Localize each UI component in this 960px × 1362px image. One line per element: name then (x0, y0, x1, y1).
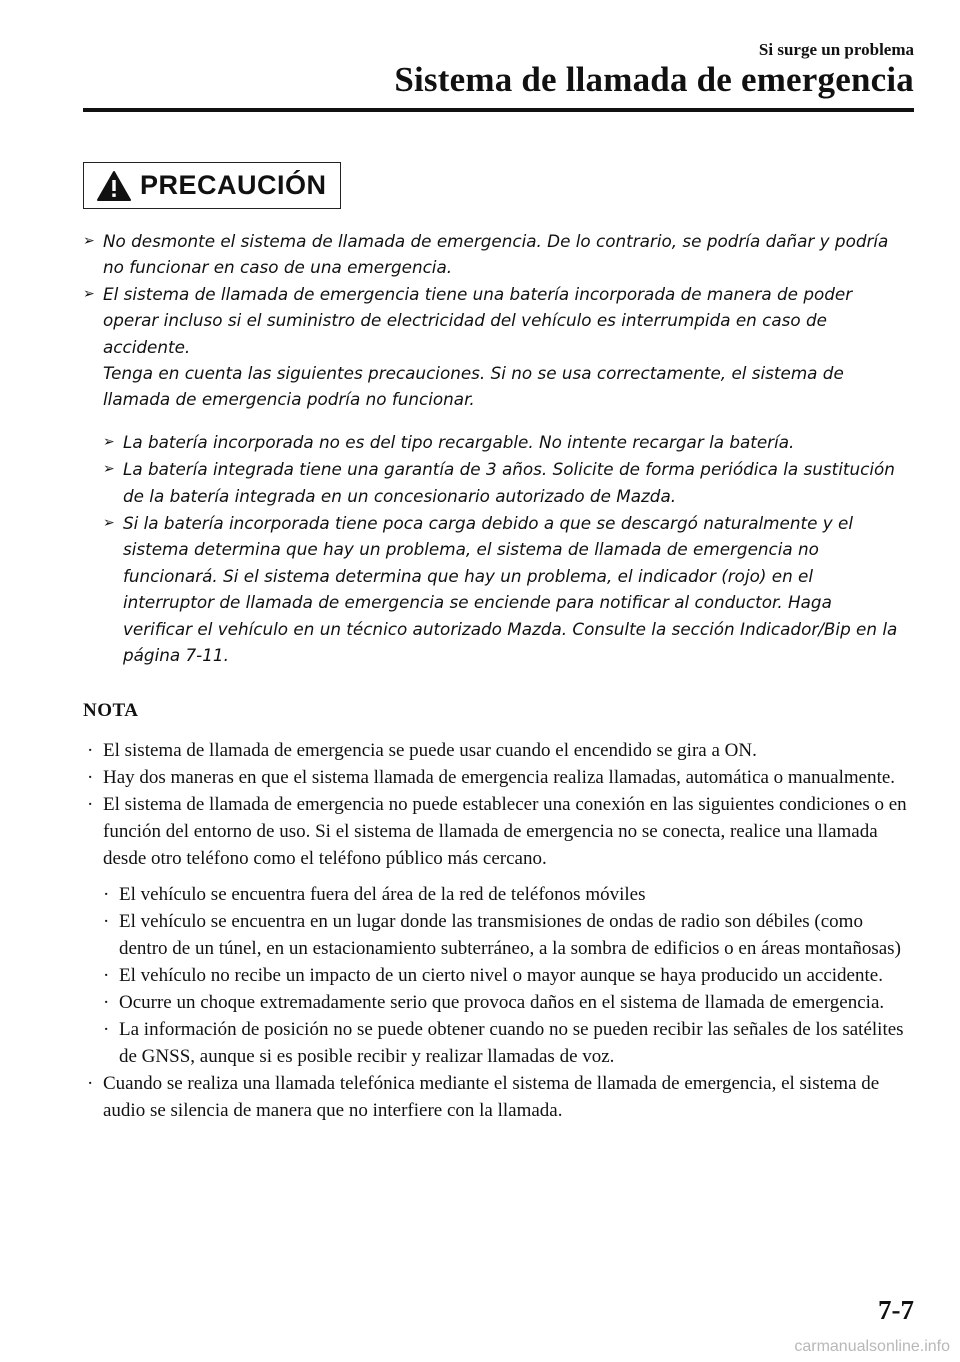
note-sub-item (99, 962, 913, 989)
arrow-bullet-icon: ➢ (103, 515, 115, 532)
arrow-bullet-icon: ➢ (103, 461, 115, 478)
note-list (83, 737, 913, 1124)
note-sub-list (83, 881, 913, 1070)
arrow-bullet-icon: ➢ (83, 285, 95, 302)
dot-bullet-icon: · (87, 794, 94, 815)
dot-bullet-icon: · (87, 740, 94, 761)
caution-sub-list (83, 429, 903, 669)
header-divider (83, 108, 914, 112)
warning-icon (96, 170, 132, 202)
dot-bullet-icon: · (103, 1019, 110, 1040)
dot-bullet-icon: · (87, 1073, 94, 1094)
dot-bullet-icon: · (103, 992, 110, 1013)
caution-item (83, 281, 903, 413)
note-sub-item (99, 1016, 913, 1070)
caution-item-text: El sistema de llamada de emergencia tiene una batería incorporada de manera de poder operar incluso si el suministro de electricidad del vehículo es interrumpida en caso de accidente. (103, 283, 853, 357)
note-item-text: Cuando se realiza una llamada telefónica mediante el sistema de llamada de emergencia, el sistema de audio se silencia de manera que no interfiere con la llamada. (103, 1073, 880, 1121)
note-sub-item-text: El vehículo se encuentra fuera del área de la red de teléfonos móviles (119, 884, 646, 905)
dot-bullet-icon: · (87, 767, 94, 788)
note-item (83, 1070, 913, 1124)
caution-label: PRECAUCIÓN (140, 170, 327, 200)
note-sub-item-text: El vehículo no recibe un impacto de un cierto nivel o mayor aunque se haya producido un accidente. (119, 965, 883, 986)
note-sub-item-text: El vehículo se encuentra en un lugar donde las transmisiones de ondas de radio son débiles (como dentro de un túnel, en un estacionamiento subterráneo, a la sombra de edificios o en áreas montañosas) (119, 911, 901, 959)
note-item-text: Hay dos maneras en que el sistema llamada de emergencia realiza llamadas, automática o manualmente. (103, 767, 896, 788)
caution-item (83, 228, 903, 281)
caution-list (83, 228, 903, 670)
caution-sub-item-text: La batería incorporada no es del tipo recargable. No intente recargar la batería. (123, 431, 795, 452)
note-item-text: El sistema de llamada de emergencia no puede establecer una conexión en las siguientes condiciones o en función del entorno de uso. Si el sistema de llamada de emergencia no se conecta, realice una llamada desde otro teléfono como el teléfono público más cercano. (103, 794, 907, 869)
dot-bullet-icon: · (103, 911, 110, 932)
caution-sub-item-text: Si la batería incorporada tiene poca carga debido a que se descargó naturalmente y el sistema determina que hay un problema, el sistema de llamada de emergencia no funcionará. Si el sistema determina que hay un problema, el indicador (rojo) en el interruptor de llamada de emergencia se enciende para notificar al conductor. Haga verificar el vehículo en un técnico autorizado Mazda. Consulte la sección Indicador/Bip en la página 7-11. (123, 513, 898, 666)
watermark: carmanualsonline.info (794, 1338, 950, 1355)
note-sub-item (99, 881, 913, 908)
note-item (83, 791, 913, 872)
caution-sub-item-text: La batería integrada tiene una garantía de 3 años. Solicite de forma periódica la sustitución de la batería integrada en un concesionario autorizado de Mazda. (123, 459, 895, 506)
note-item (83, 764, 913, 791)
section-header: Si surge un problema (758, 40, 914, 59)
caution-sub-item (103, 456, 903, 509)
page-title: Sistema de llamada de emergencia (394, 60, 914, 99)
caution-item-text: No desmonte el sistema de llamada de emergencia. De lo contrario, se podría dañar y podría no funcionar en caso de una emergencia. (103, 231, 889, 278)
note-item (83, 737, 913, 764)
caution-sub-item (103, 510, 903, 668)
caution-box (83, 162, 341, 209)
arrow-bullet-icon: ➢ (103, 433, 115, 450)
note-sub-item-text: La información de posición no se puede obtener cuando no se pueden recibir las señales de los satélites de GNSS, aunque si es posible recibir y realizar llamadas de voz. (119, 1019, 904, 1067)
note-sub-item (99, 908, 913, 962)
caution-sub-item (103, 429, 903, 455)
note-heading: NOTA (83, 700, 139, 721)
dot-bullet-icon: · (103, 884, 110, 905)
page-number: 7-7 (878, 1295, 914, 1325)
note-sub-item-text: Ocurre un choque extremadamente serio que provoca daños en el sistema de llamada de emergencia. (119, 992, 885, 1013)
note-item-text: El sistema de llamada de emergencia se puede usar cuando el encendido se gira a ON. (103, 740, 757, 761)
note-sub-item (99, 989, 913, 1016)
dot-bullet-icon: · (103, 965, 110, 986)
arrow-bullet-icon: ➢ (83, 233, 95, 249)
caution-item-extra-text: Tenga en cuenta las siguientes precauciones. Si no se usa correctamente, el sistema de llamada de emergencia podría no funcionar. (103, 363, 844, 410)
